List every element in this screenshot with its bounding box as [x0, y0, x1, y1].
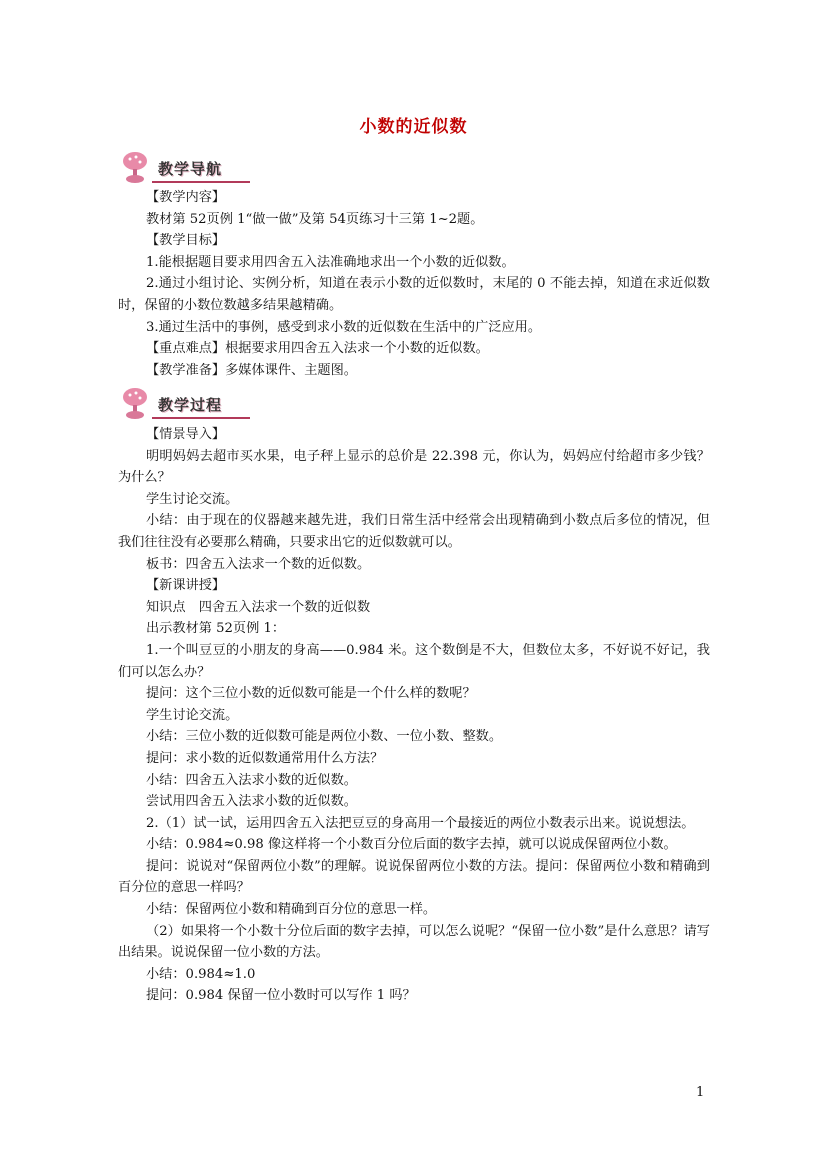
paragraph: 【教学目标】: [146, 233, 226, 249]
paragraph: 小结：0.984≈1.0: [146, 966, 256, 982]
section-banner-nav: [118, 148, 252, 188]
paragraph: 学生讨论交流。: [146, 707, 239, 723]
paragraph: 提问：这个三位小数的近似数可能是一个什么样的数呢？: [146, 686, 476, 702]
paragraph: 明明妈妈去超市买水果，电子秤上显示的总价是 22.398 元，你认为，妈妈应付给超市多少钱？为什么？: [118, 448, 710, 486]
paragraph: 学生讨论交流。: [146, 491, 239, 507]
paragraph: 1.一个叫豆豆的小朋友的身高——0.984 米。这个数倒是不大，但数位太多，不好说不好记，我们可以怎么办？: [118, 642, 710, 680]
paragraph: 2.通过小组讨论、实例分析，知道在表示小数的近似数时，末尾的 0 不能去掉，知道在求近似数时，保留的小数位数越多结果越精确。: [118, 276, 710, 313]
paragraph: 小结：四舍五入法求小数的近似数。: [146, 772, 357, 788]
paragraph: 【重点难点】根据要求用四舍五入法求一个小数的近似数。: [146, 341, 489, 357]
paragraph: 【新课讲授】: [146, 578, 226, 594]
paragraph: 小结：三位小数的近似数可能是两位小数、一位小数、整数。: [146, 729, 503, 745]
section-process-body: [118, 424, 710, 1007]
banner-label: 教学导航: [158, 160, 223, 178]
paragraph: 3.通过生活中的事例，感受到求小数的近似数在生活中的广泛应用。: [146, 319, 542, 335]
paragraph: 小结：保留两位小数和精确到百分位的意思一样。: [146, 902, 437, 918]
paragraph: （2）如果将一个小数十分位后面的数字去掉，可以怎么说呢？“保留一位小数”是什么意思？请写出结果。说说保留一位小数的方法。: [118, 923, 710, 961]
paragraph: 尝试用四舍五入法求小数的近似数。: [146, 794, 357, 810]
paragraph: 小结：0.984≈0.98 像这样将一个小数百分位后面的数字去掉，就可以说成保留两位小数。: [146, 837, 677, 853]
paragraph: 【教学内容】: [146, 190, 226, 205]
paragraph: 提问：求小数的近似数通常用什么方法？: [146, 750, 384, 766]
paragraph: 2.（1）试一试，运用四舍五入法把豆豆的身高用一个最接近的两位小数表示出来。说说想法。: [146, 815, 695, 831]
section-banner-process: [118, 384, 252, 424]
paragraph: 出示教材第 52页例 1：: [146, 621, 286, 637]
page-number: 1: [696, 1085, 705, 1100]
paragraph: 教材第 52页例 1“做一做”及第 54页练习十三第 1~2题。: [146, 211, 484, 227]
paragraph: 板书：四舍五入法求一个数的近似数。: [146, 556, 371, 572]
paragraph: 提问：0.984 保留一位小数时可以写作 1 吗？: [146, 988, 416, 1004]
section-nav-body: [118, 187, 710, 381]
paragraph: 1.能根据题目要求用四舍五入法准确地求出一个小数的近似数。: [146, 254, 515, 270]
paragraph: 提问：说说对“保留两位小数”的理解。说说保留两位小数的方法。提问：保留两位小数和精确到百分位的意思一样吗？: [118, 858, 710, 896]
paragraph: 小结：由于现在的仪器越来越先进，我们日常生活中经常会出现精确到小数点后多位的情况，但我们往往没有必要那么精确，只要求出它的近似数就可以。: [118, 513, 710, 550]
paragraph: 【情景导入】: [146, 427, 226, 442]
paragraph: 知识点 四舍五入法求一个数的近似数: [146, 599, 371, 615]
paragraph: 【教学准备】多媒体课件、主题图。: [146, 362, 357, 378]
page-title: 小数的近似数: [359, 117, 468, 137]
banner-label: 教学过程: [158, 396, 223, 414]
